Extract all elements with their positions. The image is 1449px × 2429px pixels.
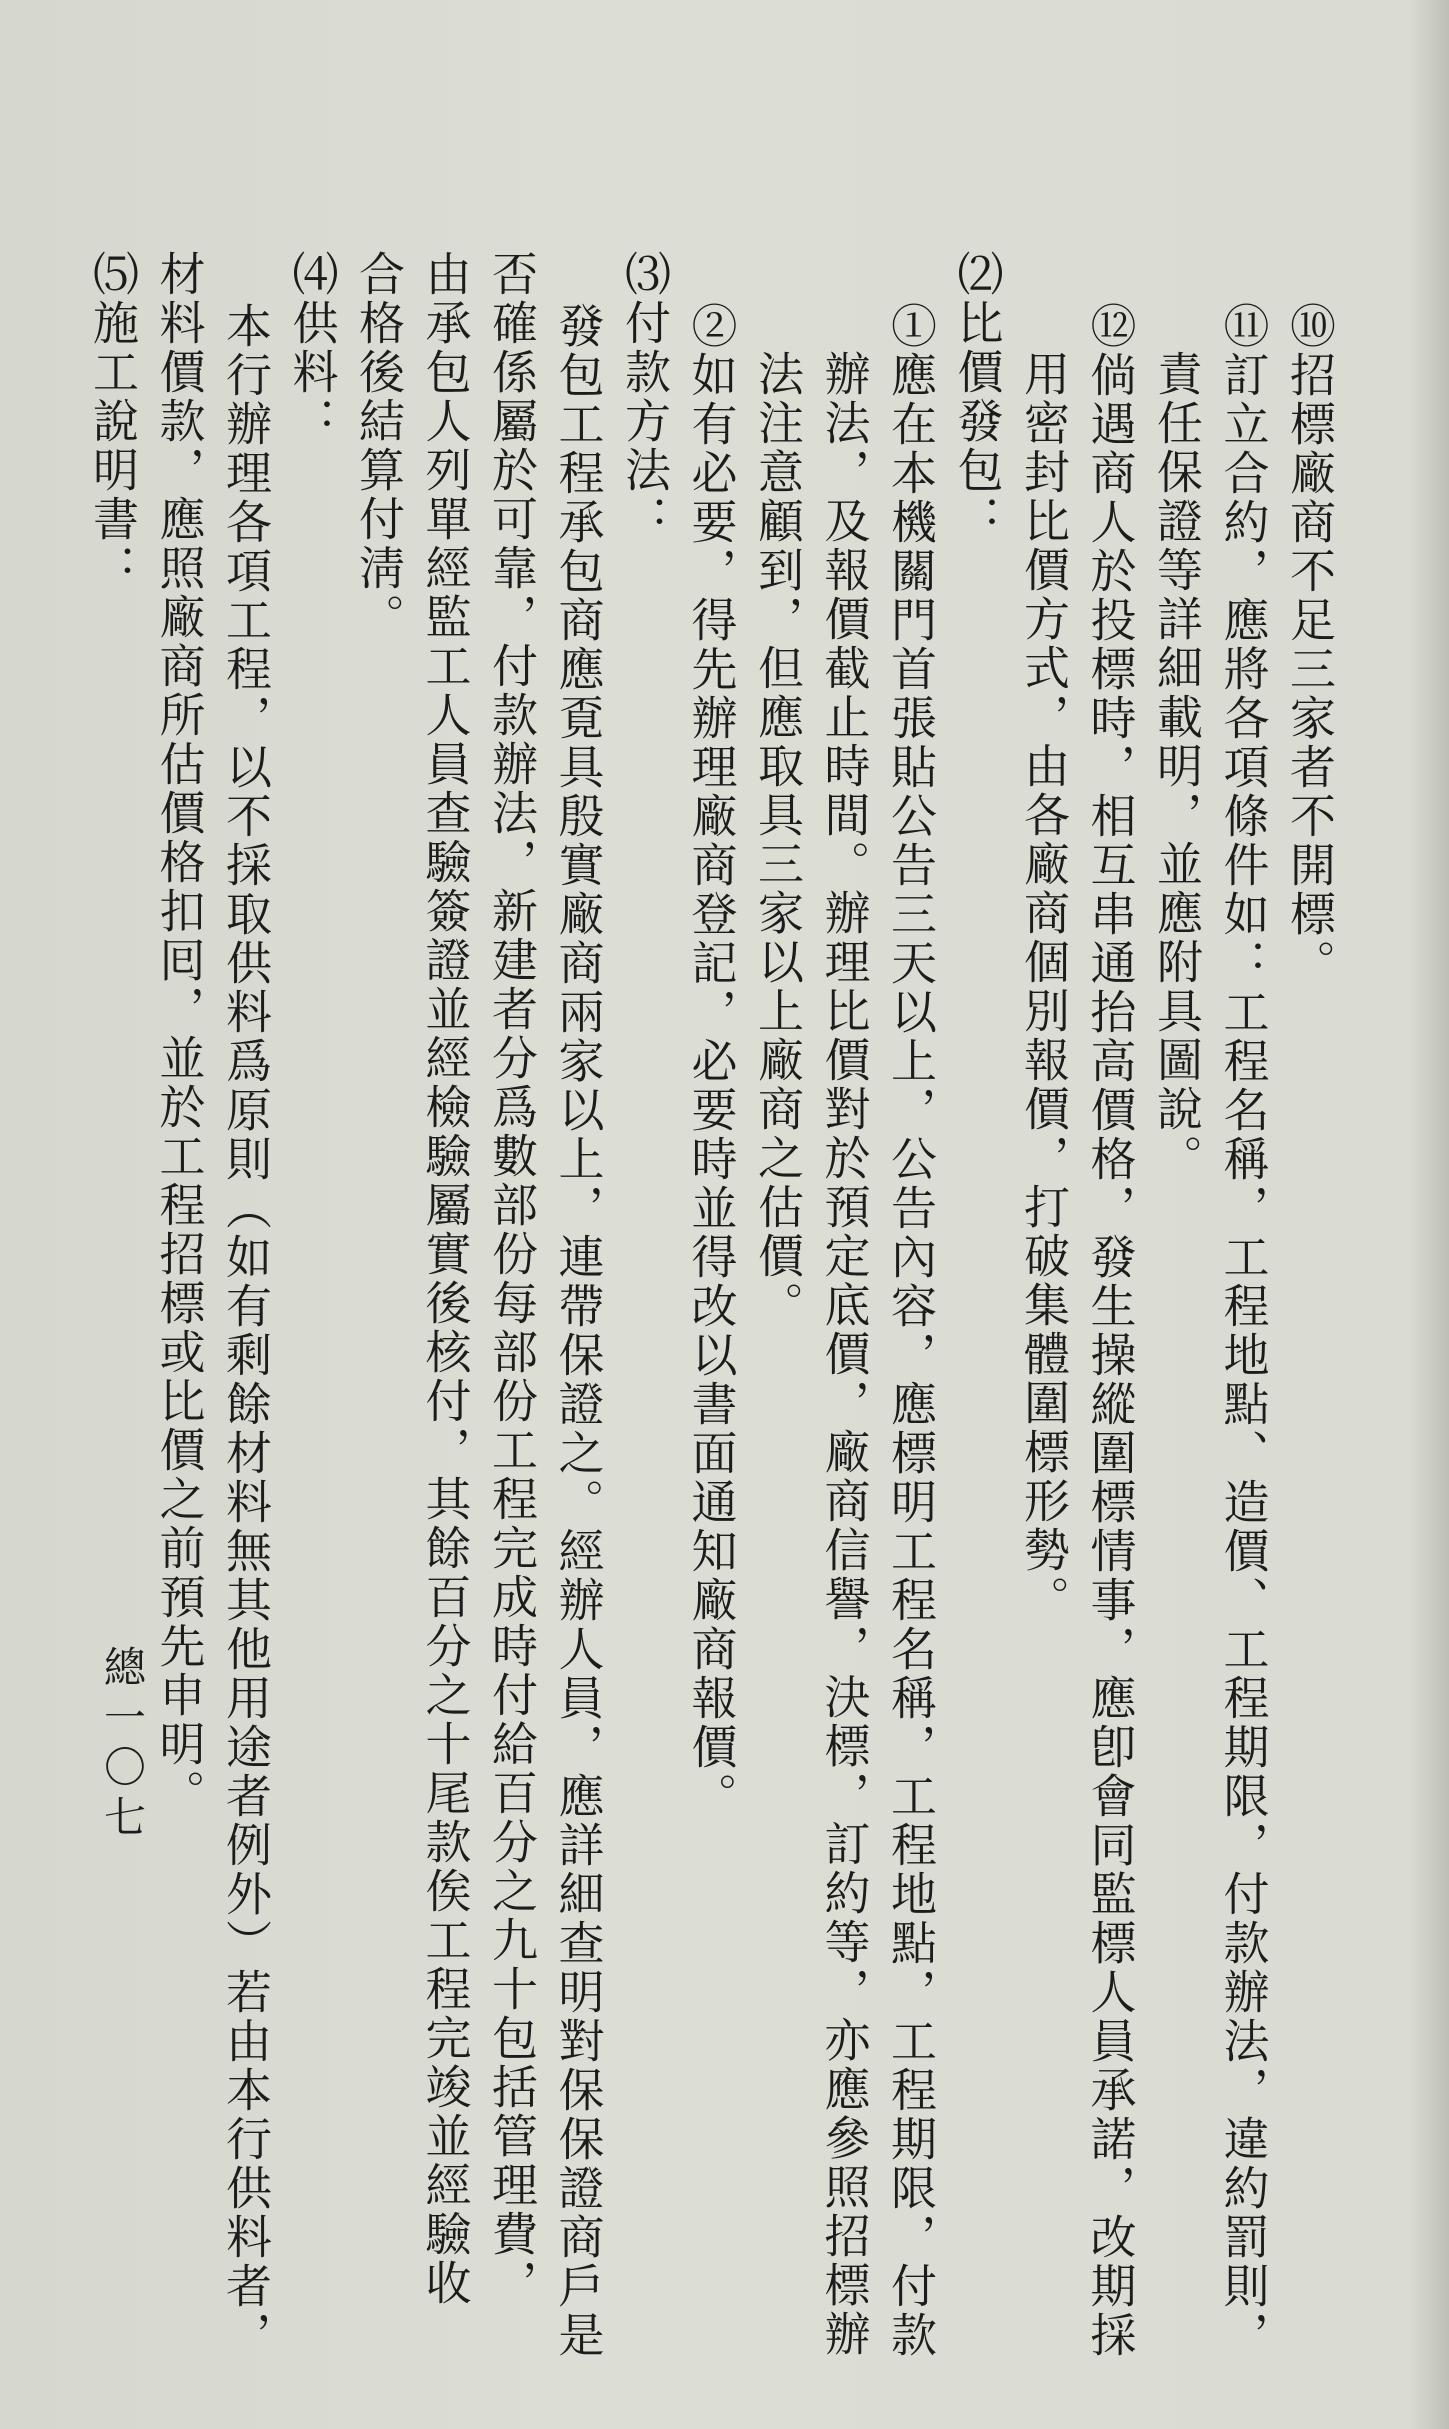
clause-10: ⑩招標廠商不足三家者不開標。 <box>1283 302 1337 988</box>
clause-12-cont: 用密封比價方式，由各廠商個別報價，打破集體圍標形勢。 <box>1017 350 1071 1624</box>
section-2-heading: ⑵比價發包： <box>950 250 1005 544</box>
section-5-heading: ⑸施工說明書： <box>86 250 140 593</box>
body-text <box>80 250 1344 2360</box>
section-3-para-1: 發包工程承包商應覔具殷實廠商兩家以上，連帶保證之。經辦人員，應詳細查明對保保證商戶是 <box>551 302 606 2360</box>
section-3-para-2: 否確係屬於可靠，付款辦法，新建者分爲數部份每部份工程完成時付給百分之九十包括管理費， <box>485 250 539 2308</box>
section-2-item-2: ②如有必要，得先辦理廠商登記，必要時並得改以書面通知廠商報價。 <box>684 302 739 1821</box>
section-2-item-1-cont: 辦法，及報價截止時間。辦理比價對於預定底價，廠商信譽，決標，訂約等，亦應參照招標辦 <box>817 350 872 2359</box>
section-3-para-4: 合格後結算付淸。 <box>352 250 406 642</box>
clause-12: ⑫倘遇商人於投標時，相互串通抬高價格，發生操縱圍標情事，應卽會同監標人員承諾，改期採 <box>1083 302 1138 2360</box>
spine-shadow <box>1409 0 1449 2429</box>
section-2-item-1-cont2: 法注意顧到，但應取具三家以上廠商之估價。 <box>751 350 805 1330</box>
section-3-heading: ⑶付款方法： <box>618 250 672 544</box>
section-4-heading: ⑷供料： <box>285 250 340 446</box>
clause-11: ⑪訂立合約，應將各項條件如：工程名稱，工程地點、造價、工程期限，付款辦法，違約罰則， <box>1216 302 1271 2360</box>
section-2-item-1: ①應在本機關門首張貼公告三天以上，公告內容，應標明工程名稱，工程地點，工程期限，付款 <box>884 302 938 2360</box>
page-number: 總一〇七 <box>98 1645 147 1845</box>
section-4-para-1: 本行辦理各項工程，以不採取供料爲原則（如有剩餘材料無其他用途者例外）若由本行供料者， <box>219 302 273 2360</box>
section-3-para-3: 由承包人列單經監工人員查驗簽證並經檢驗屬實後核付，其餘百分之十尾款俟工程完竣並經驗收 <box>418 250 473 2308</box>
section-4-para-2: 材料價款，應照廠商所估價格扣囘，並於工程招標或比價之前預先申明。 <box>152 250 207 1818</box>
clause-11-cont: 責任保證等詳細載明，並應附具圖說。 <box>1150 350 1204 1183</box>
